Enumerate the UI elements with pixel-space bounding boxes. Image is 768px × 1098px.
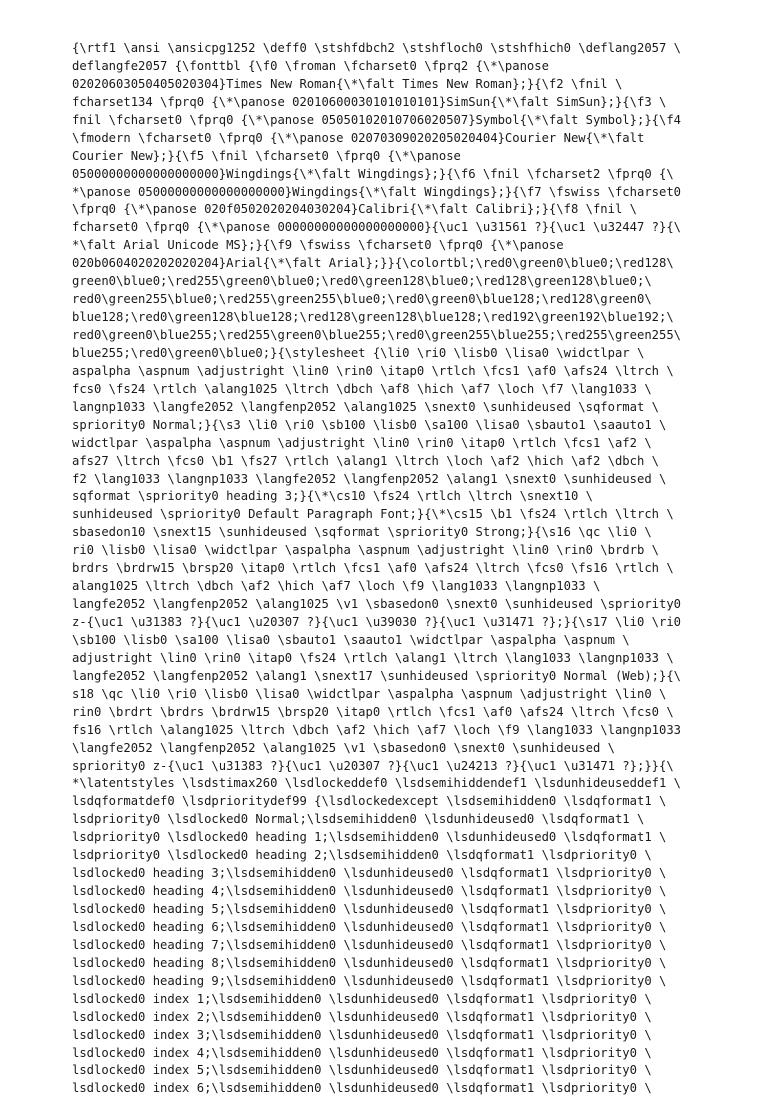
text-line: fcharset134 \fprq0 {\*\panose 02010600030101010101}SimSun{\*\falt SimSun};}{\f3 \ [72,94,667,109]
text-line: spriority0 z-{\uc1 \u31383 ?}{\uc1 \u20307 ?}{\uc1 \u24213 ?}{\uc1 \u31471 ?};}}{\ [72,758,674,773]
text-line: sunhideused \spriority0 Default Paragraph Font;}{\*\cs15 \b1 \fs24 \rtlch \ltrch \ [72,507,674,522]
text-line: *\latentstyles \lsdstimax260 \lsdlockeddef0 \lsdsemihiddendef1 \lsdunhideuseddef1 \ [72,776,682,791]
text-line: red0\green255\blue0;\red255\green255\blue0;\red0\green0\blue128;\red128\green0\ [72,292,652,307]
text-line: \fprq0 {\*\panose 020f0502020204030204}Calibri{\*\falt Calibri};}{\f8 \fnil \ [72,202,637,217]
text-line: {\rtf1 \ansi \ansicpg1252 \deff0 \stshfdbch2 \stshfloch0 \stshfhich0 \deflang2057 \ [72,41,682,55]
text-line: lsdlocked0 heading 8;\lsdsemihidden0 \lsdunhideused0 \lsdqformat1 \lsdpriority0 \ [72,955,667,970]
text-line: lsdlocked0 index 3;\lsdsemihidden0 \lsdunhideused0 \lsdqformat1 \lsdpriority0 \ [72,1027,652,1042]
text-line: alang1025 \ltrch \dbch \af2 \hich \af7 \loch \f9 \lang1033 \langnp1033 \ [72,579,601,594]
text-line: lsdlocked0 heading 6;\lsdsemihidden0 \lsdunhideused0 \lsdqformat1 \lsdpriority0 \ [72,919,667,934]
text-line: fs16 \rtlch \alang1025 \ltrch \dbch \af2 \hich \af7 \loch \f9 \lang1033 \langnp1033 [72,722,682,737]
text-line: \sb100 \lisb0 \sa100 \lisa0 \sbauto1 \saauto1 \widctlpar \aspalpha \aspnum \ [72,632,630,647]
text-line: lsdlocked0 heading 3;\lsdsemihidden0 \lsdunhideused0 \lsdqformat1 \lsdpriority0 \ [72,866,667,881]
text-line: lsdlocked0 index 4;\lsdsemihidden0 \lsdunhideused0 \lsdqformat1 \lsdpriority0 \ [72,1045,652,1060]
text-line: \fmodern \fcharset0 \fprq0 {\*\panose 02070309020205020404}Courier New{\*\falt [72,130,645,145]
text-line: red0\green0\blue255;\red255\green0\blue255;\red0\green255\blue255;\red255\green255\ [72,328,682,342]
text-line: lsdlocked0 heading 5;\lsdsemihidden0 \lsdunhideused0 \lsdqformat1 \lsdpriority0 \ [72,902,667,916]
text-line: deflangfe2057 {\fonttbl {\f0 \froman \fcharset0 \fprq2 {\*\panose [72,58,549,73]
text-line: widctlpar \aspalpha \aspnum \adjustright \lin0 \rin0 \itap0 \rtlch \fcs1 \af2 \ [72,435,652,450]
text-line: langnp1033 \langfe2052 \langfenp2052 \alang1025 \snext0 \sunhideused \sqformat \ [72,399,659,414]
text-line: ri0 \lisb0 \lisa0 \widctlpar \aspalpha \aspnum \adjustright \lin0 \rin0 \brdrb \ [72,543,659,558]
text-line: blue255;\red0\green0\blue0;}{\stylesheet {\li0 \ri0 \lisb0 \lisa0 \widctlpar \ [72,345,645,360]
text-line: lsdpriority0 \lsdlocked0 heading 1;\lsdsemihidden0 \lsdunhideused0 \lsdqformat1 \ [72,830,667,845]
text-line: sbasedon10 \snext15 \sunhideused \sqformat \spriority0 Strong;}{\s16 \qc \li0 \ [72,525,652,540]
rtf-source-text [72,40,712,1098]
text-line: lsdpriority0 \lsdlocked0 Normal;\lsdsemihidden0 \lsdunhideused0 \lsdqformat1 \ [72,812,645,827]
text-line: lsdlocked0 heading 4;\lsdsemihidden0 \lsdunhideused0 \lsdqformat1 \lsdpriority0 \ [72,884,667,899]
text-line: z-{\uc1 \u31383 ?}{\uc1 \u20307 ?}{\uc1 \u39030 ?}{\uc1 \u31471 ?};}{\s17 \li0 \ri0 [72,615,682,629]
text-line: *\panose 05000000000000000000}Wingdings{\*\falt Wingdings};}{\f7 \fswiss \fcharset0 [72,184,682,199]
text-line: 02020603050405020304}Times New Roman{\*\falt Times New Roman};}{\f2 \fnil \ [72,76,623,91]
text-line: lsdlocked0 heading 7;\lsdsemihidden0 \lsdunhideused0 \lsdqformat1 \lsdpriority0 \ [72,937,667,952]
text-line: 05000000000000000000}Wingdings{\*\falt Wingdings};}{\f6 \fnil \fcharset2 \fprq0 {\ [72,166,674,181]
text-line: langfe2052 \langfenp2052 \alang1 \snext17 \sunhideused \spriority0 Normal (Web);}{\ [72,668,682,683]
text-line: fcs0 \fs24 \rtlch \alang1025 \ltrch \dbch \af8 \hich \af7 \loch \f7 \lang1033 \ [72,381,652,396]
text-line: *\falt Arial Unicode MS};}{\f9 \fswiss \fcharset0 \fprq0 {\*\panose [72,238,564,253]
text-line: brdrs \brdrw15 \brsp20 \itap0 \rtlch \fcs1 \af0 \afs24 \ltrch \fcs0 \fs16 \rtlch \ [72,561,674,576]
text-line: fnil \fcharset0 \fprq0 {\*\panose 05050102010706020507}Symbol{\*\falt Symbol};}{\f4 [72,112,682,127]
text-line: lsdpriority0 \lsdlocked0 heading 2;\lsdsemihidden0 \lsdqformat1 \lsdpriority0 \ [72,848,652,863]
text-line: f2 \lang1033 \langnp1033 \langfe2052 \langfenp2052 \alang1 \snext0 \sunhideused \ [72,471,667,486]
text-line: 020b0604020202020204}Arial{\*\falt Arial};}}{\colortbl;\red0\green0\blue0;\red128\ [72,256,674,271]
text-line: green0\blue0;\red255\green0\blue0;\red0\green128\blue0;\red128\green128\blue0;\ [72,274,652,289]
text-line: s18 \qc \li0 \ri0 \lisb0 \lisa0 \widctlpar \aspalpha \aspnum \adjustright \lin0 \ [72,686,667,701]
text-line: lsdlocked0 index 5;\lsdsemihidden0 \lsdunhideused0 \lsdqformat1 \lsdpriority0 \ [72,1063,652,1078]
text-line: lsdlocked0 index 2;\lsdsemihidden0 \lsdunhideused0 \lsdqformat1 \lsdpriority0 \ [72,1009,652,1024]
text-line: rin0 \brdrt \brdrs \brdrw15 \brsp20 \itap0 \rtlch \fcs1 \af0 \afs24 \ltrch \fcs0 \ [72,704,674,719]
text-line: afs27 \ltrch \fcs0 \b1 \fs27 \rtlch \alang1 \ltrch \loch \af2 \hich \af2 \dbch \ [72,453,659,468]
text-line: spriority0 Normal;}{\s3 \li0 \ri0 \sb100 \lisb0 \sa100 \lisa0 \sbauto1 \saauto1 \ [72,417,667,432]
text-line: lsdqformatdef0 \lsdprioritydef99 {\lsdlockedexcept \lsdsemihidden0 \lsdqformat1 \ [72,794,667,809]
text-line: lsdlocked0 heading 9;\lsdsemihidden0 \lsdunhideused0 \lsdqformat1 \lsdpriority0 \ [72,973,667,988]
text-line: fcharset0 \fprq0 {\*\panose 00000000000000000000}{\uc1 \u31561 ?}{\uc1 \u32447 ?}{\ [72,220,682,235]
text-line: sqformat \spriority0 heading 3;}{\*\cs10 \fs24 \rtlch \ltrch \snext10 \ [72,489,593,504]
text-line: aspalpha \aspnum \adjustright \lin0 \rin0 \itap0 \rtlch \fcs1 \af0 \afs24 \ltrch \ [72,363,674,378]
text-line: langfe2052 \langfenp2052 \alang1025 \v1 \sbasedon0 \snext0 \sunhideused \spriority0 [72,597,682,612]
text-line: adjustright \lin0 \rin0 \itap0 \fs24 \rtlch \alang1 \ltrch \lang1033 \langnp1033 \ [72,650,674,665]
text-line: lsdlocked0 index 1;\lsdsemihidden0 \lsdunhideused0 \lsdqformat1 \lsdpriority0 \ [72,991,652,1006]
text-line: blue128;\red0\green128\blue128;\red128\green128\blue128;\red192\green192\blue192;\ [72,310,674,325]
text-line: lsdlocked0 index 6;\lsdsemihidden0 \lsdunhideused0 \lsdqformat1 \lsdpriority0 \ [72,1081,652,1096]
text-line: Courier New};}{\f5 \fnil \fcharset0 \fprq0 {\*\panose [72,148,461,163]
text-line: \langfe2052 \langfenp2052 \alang1025 \v1 \sbasedon0 \snext0 \sunhideused \ [72,740,615,755]
